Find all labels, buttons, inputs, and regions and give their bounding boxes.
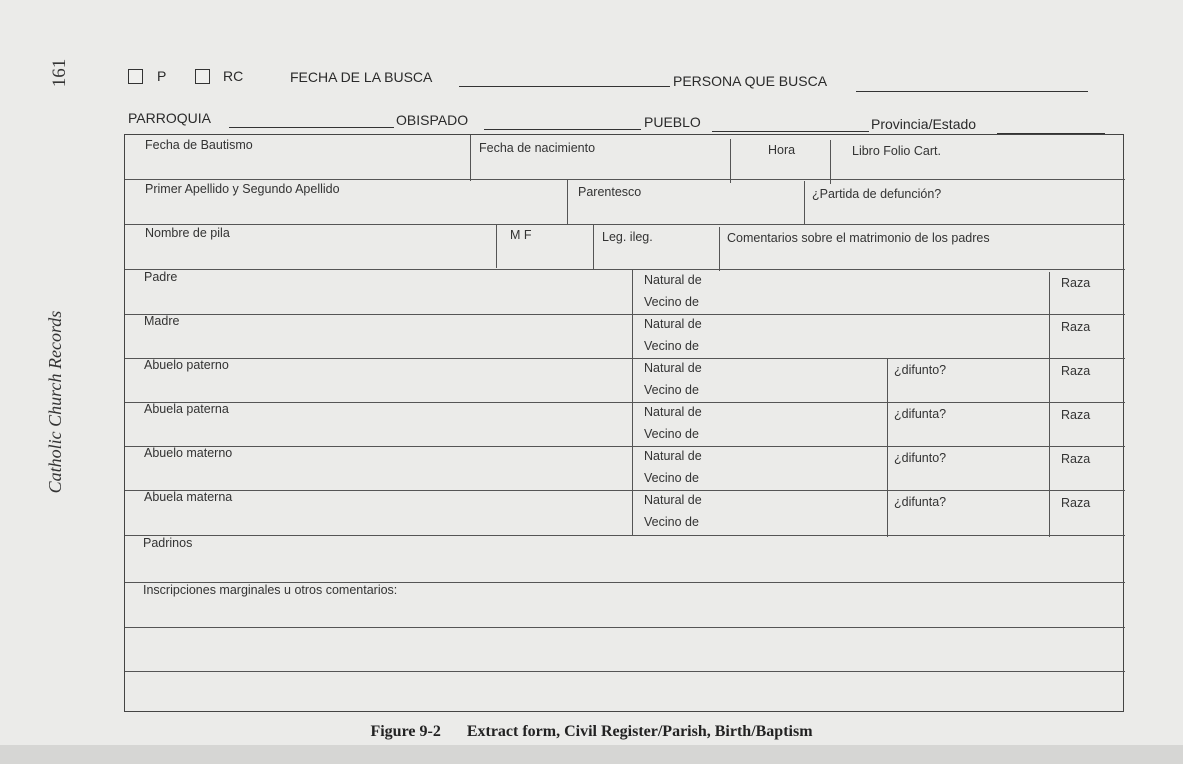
divider	[125, 224, 1125, 225]
abuela-paterna-raza-label: Raza	[1061, 408, 1091, 422]
divider	[593, 225, 594, 270]
obispado-label: OBISPADO	[396, 112, 469, 128]
hora-label: Hora	[768, 143, 796, 157]
checkbox-rc-label: RC	[223, 68, 244, 84]
madre-natural-label: Natural de	[644, 317, 702, 331]
fecha-bautismo-label: Fecha de Bautismo	[145, 138, 253, 152]
divider	[1049, 272, 1050, 537]
abuelo-materno-natural-label: Natural de	[644, 449, 702, 463]
fecha-nacimiento-label: Fecha de nacimiento	[479, 141, 596, 155]
divider	[496, 225, 497, 268]
divider	[470, 135, 471, 181]
running-head: Catholic Church Records	[45, 310, 65, 494]
abuela-paterna-natural-label: Natural de	[644, 405, 702, 419]
padre-label: Padre	[144, 270, 178, 284]
nombre-pila-label: Nombre de pila	[145, 226, 230, 240]
madre-label: Madre	[144, 314, 180, 328]
persona-busca-line[interactable]	[856, 91, 1088, 92]
page-number: 161	[49, 58, 70, 88]
abuelo-materno-raza-label: Raza	[1061, 452, 1091, 466]
figure-title: Extract form, Civil Register/Parish, Birth/Baptism	[466, 723, 813, 740]
checkbox-p[interactable]	[128, 69, 143, 84]
abuela-materna-label: Abuela materna	[144, 490, 233, 504]
divider	[887, 358, 888, 537]
divider	[125, 314, 1125, 315]
page-bottom-shadow	[0, 745, 1183, 764]
divider	[730, 139, 731, 183]
figure-number: Figure 9-2	[370, 723, 441, 740]
legitimidad-label: Leg. ileg.	[602, 230, 653, 244]
apellidos-label: Primer Apellido y Segundo Apellido	[145, 182, 340, 196]
divider	[125, 671, 1125, 672]
divider	[125, 535, 1125, 536]
abuelo-paterno-difunto-label: ¿difunto?	[894, 363, 947, 377]
abuela-materna-raza-label: Raza	[1061, 496, 1091, 510]
abuela-paterna-difunta-label: ¿difunta?	[894, 407, 947, 421]
padre-vecino-label: Vecino de	[644, 295, 699, 309]
divider	[125, 358, 1125, 359]
checkbox-rc[interactable]	[195, 69, 210, 84]
divider	[804, 181, 805, 225]
divider	[567, 180, 568, 224]
divider	[125, 402, 1125, 403]
abuelo-materno-difunto-label: ¿difunto?	[894, 451, 947, 465]
sexo-mf-label: M F	[510, 228, 532, 242]
abuela-materna-natural-label: Natural de	[644, 493, 702, 507]
partida-defuncion-label: ¿Partida de defunción?	[812, 187, 942, 201]
abuelo-paterno-natural-label: Natural de	[644, 361, 702, 375]
abuelo-paterno-vecino-label: Vecino de	[644, 383, 699, 397]
abuelo-paterno-label: Abuelo paterno	[144, 358, 229, 372]
abuela-paterna-label: Abuela paterna	[144, 402, 229, 416]
padre-raza-label: Raza	[1061, 276, 1091, 290]
extract-form	[124, 134, 1124, 712]
pueblo-label: PUEBLO	[644, 114, 701, 130]
divider	[125, 446, 1125, 447]
abuelo-materno-vecino-label: Vecino de	[644, 471, 699, 485]
divider	[125, 269, 1125, 270]
abuela-materna-vecino-label: Vecino de	[644, 515, 699, 529]
divider	[719, 227, 720, 271]
madre-raza-label: Raza	[1061, 320, 1091, 334]
padre-natural-label: Natural de	[644, 273, 702, 287]
abuela-materna-difunta-label: ¿difunta?	[894, 495, 947, 509]
divider	[125, 627, 1125, 628]
checkbox-p-label: P	[157, 68, 167, 84]
libro-folio-label: Libro Folio Cart.	[852, 144, 941, 158]
abuelo-paterno-raza-label: Raza	[1061, 364, 1091, 378]
obispado-line[interactable]	[484, 129, 641, 130]
persona-busca-label: PERSONA QUE BUSCA	[673, 73, 828, 89]
inscripciones-label: Inscripciones marginales u otros comentarios:	[143, 583, 398, 597]
pueblo-line[interactable]	[712, 131, 869, 132]
divider	[125, 179, 1125, 180]
divider	[125, 490, 1125, 491]
madre-vecino-label: Vecino de	[644, 339, 699, 353]
figure-caption	[0, 723, 1183, 741]
fecha-busca-label: FECHA DE LA BUSCA	[290, 69, 433, 85]
parentesco-label: Parentesco	[578, 185, 642, 199]
fecha-busca-line[interactable]	[459, 86, 670, 87]
abuela-paterna-vecino-label: Vecino de	[644, 427, 699, 441]
padrinos-label: Padrinos	[143, 536, 193, 550]
provincia-label: Provincia/Estado	[871, 116, 977, 132]
divider	[830, 140, 831, 184]
comentarios-matrimonio-label: Comentarios sobre el matrimonio de los padres	[727, 231, 990, 245]
parroquia-label: PARROQUIA	[128, 110, 211, 126]
abuelo-materno-label: Abuelo materno	[144, 446, 233, 460]
parroquia-line[interactable]	[229, 127, 394, 128]
